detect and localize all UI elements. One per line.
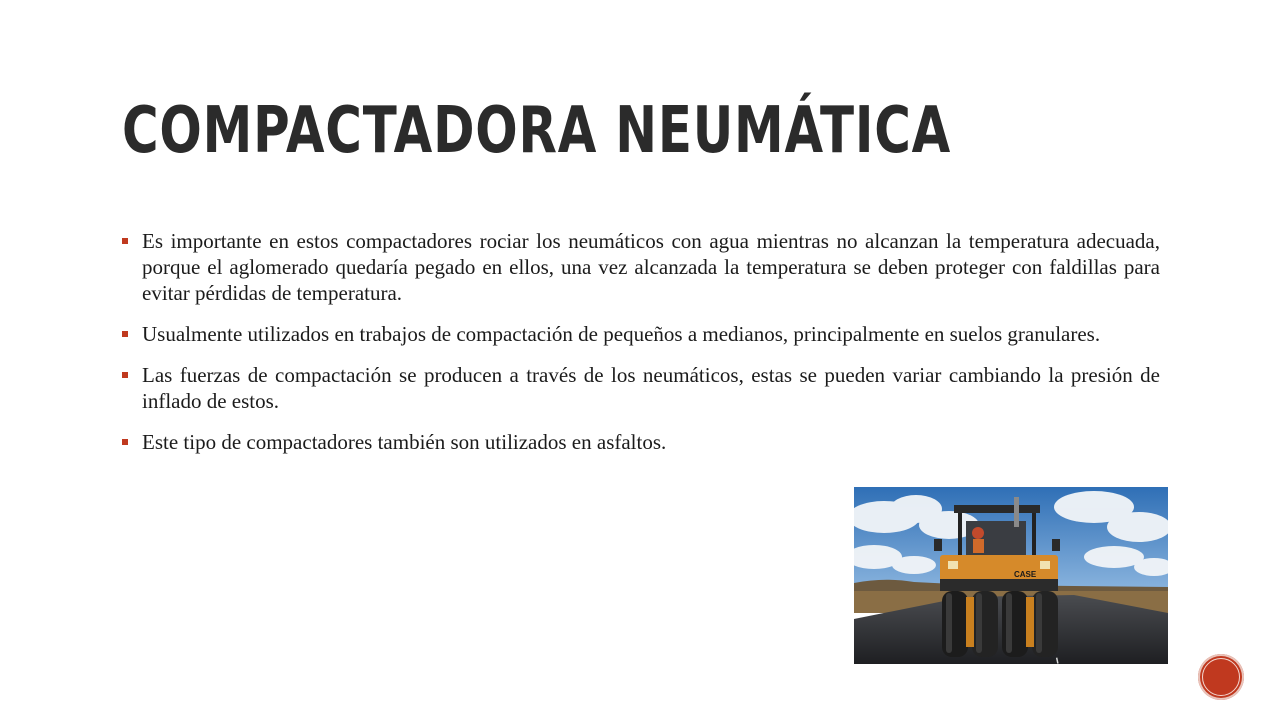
bullet-item: [120, 429, 842, 455]
square-bullet-icon: [122, 238, 128, 244]
brand-label: CASE: [1014, 570, 1037, 579]
square-bullet-icon: [122, 331, 128, 337]
bullet-text: Usualmente utilizados en trabajos de compactación de pequeños a medianos, principalmente en suelos granulares.: [142, 322, 1101, 346]
bullet-item: [120, 321, 1160, 347]
bullet-item: [120, 228, 1160, 306]
bullet-text: Es importante en estos compactadores rociar los neumáticos con agua mientras no alcanzan la temperatura adecuada, porque el aglomerado quedaría pegado en ellos, una vez alcanzada la temperatura se deben proteger con faldillas para evitar pérdidas de temperatura.: [142, 229, 1160, 305]
slide-title: COMPACTADORA NEUMÁTICA: [122, 94, 952, 168]
bullet-list: [120, 228, 1160, 470]
slide-number-ring: [1202, 658, 1240, 696]
bullet-text: Este tipo de compactadores también son utilizados en asfaltos.: [142, 430, 667, 454]
pneumatic-roller-photo: [854, 487, 1168, 664]
square-bullet-icon: [122, 372, 128, 378]
pneumatic-roller-illustration: [854, 487, 1168, 664]
bullet-text: Las fuerzas de compactación se producen a través de los neumáticos, estas se pueden variar cambiando la presión de inflado de estos.: [142, 363, 1160, 413]
bullet-item: [120, 362, 1160, 414]
square-bullet-icon: [122, 439, 128, 445]
slide-number-badge: [1198, 654, 1244, 700]
